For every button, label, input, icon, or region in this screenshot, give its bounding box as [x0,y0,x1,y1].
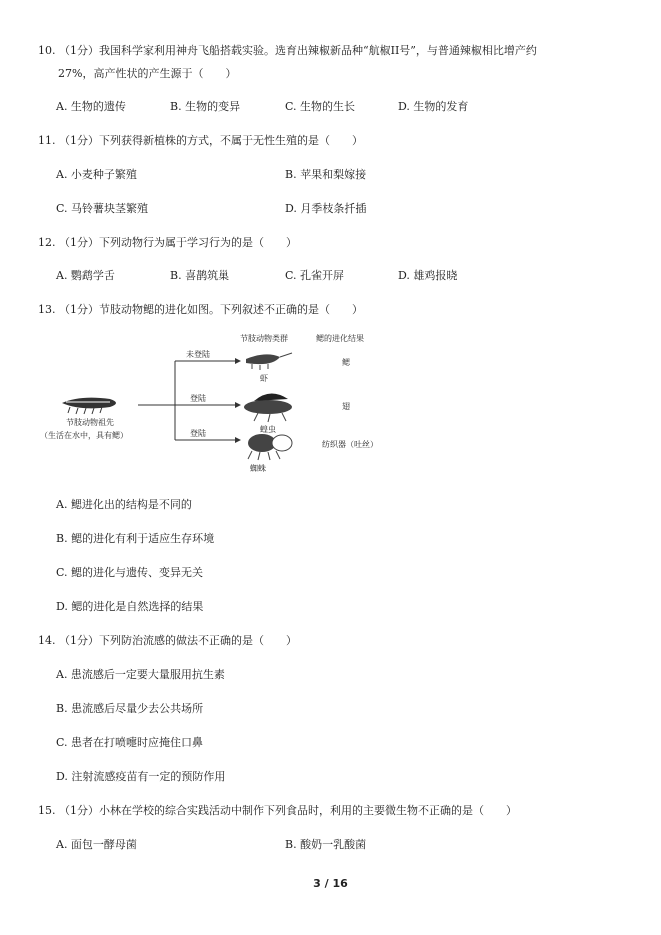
q15-option-b[interactable]: B. 酸奶一乳酸菌 [285,838,367,851]
q11-option-a[interactable]: A. 小麦种子繁殖 [56,168,137,181]
arthropod-gill-evolution-diagram [40,325,400,475]
q13-option-d[interactable]: D. 鳃的进化是自然选择的结果 [56,600,204,613]
ancestor-label: 节肢动物祖先 [66,418,114,427]
branch-3-path: 登陆 [190,429,206,438]
q14-option-b[interactable]: B. 患流感后尽量少去公共场所 [56,702,204,715]
q12-option-c[interactable]: C. 孔雀开屏 [285,269,345,282]
branch-2-path: 登陆 [190,394,206,403]
locust-icon [244,393,292,422]
q10-option-b[interactable]: B. 生物的变异 [170,100,241,113]
q13-stem: 13. （1分）节肢动物鳃的进化如图。下列叙述不正确的是（ ） [38,303,363,316]
branch-3-animal: 蜘蛛 [250,464,266,473]
diagram-header-groups: 节肢动物类群 [240,334,288,343]
q14-option-d[interactable]: D. 注射流感疫苗有一定的预防作用 [56,770,226,783]
q15-stem: 15. （1分）小林在学校的综合实践活动中制作下列食品时，利用的主要微生物不正确的是（ ） [38,804,517,817]
q14-option-c[interactable]: C. 患者在打喷嚏时应掩住口鼻 [56,736,204,749]
q13-option-a[interactable]: A. 鳃进化出的结构是不同的 [56,498,192,511]
q10-option-d[interactable]: D. 生物的发育 [398,100,469,113]
branch-1-result: 鳃 [342,358,350,367]
branch-1-animal: 虾 [260,374,268,383]
shrimp-icon [246,353,292,370]
q11-option-d[interactable]: D. 月季枝条扦插 [285,202,367,215]
q14-option-a[interactable]: A. 患流感后一定要大量服用抗生素 [56,668,225,681]
q12-option-b[interactable]: B. 喜鹊筑巢 [170,269,230,282]
q10-option-c[interactable]: C. 生物的生长 [285,100,356,113]
branch-2-result: 翅 [342,402,350,411]
q12-option-d[interactable]: D. 雄鸡报晓 [398,269,458,282]
ancestor-icon [62,398,116,414]
diagram-header-results: 鳃的进化结果 [316,334,364,343]
q10-option-a[interactable]: A. 生物的遗传 [56,100,126,113]
spider-icon [248,434,292,460]
q12-option-a[interactable]: A. 鹦鹉学舌 [56,269,115,282]
page-number: 3 / 16 [313,877,348,890]
q10-stem-line2: 27%，高产性状的产生源于（ ） [58,67,237,80]
q15-option-a[interactable]: A. 面包一酵母菌 [56,838,137,851]
branch-1-path: 未登陆 [186,350,210,359]
q12-stem: 12. （1分）下列动物行为属于学习行为的是（ ） [38,236,297,249]
branch-3-result: 纺织器（吐丝） [322,440,378,449]
q14-stem: 14. （1分）下列防治流感的做法不正确的是（ ） [38,634,297,647]
ancestor-note: （生活在水中，具有鳃） [40,431,128,440]
q11-option-b[interactable]: B. 苹果和梨嫁接 [285,168,367,181]
branch-2-animal: 蝗虫 [260,425,276,434]
q10-stem-line1: 10. （1分）我国科学家利用神舟飞船搭载实验。选育出辣椒新品种“航椒II号”，与普通辣椒相比增产约 [38,44,537,57]
q13-option-c[interactable]: C. 鳃的进化与遗传、变异无关 [56,566,204,579]
q13-option-b[interactable]: B. 鳃的进化有利于适应生存环境 [56,532,215,545]
q11-stem: 11. （1分）下列获得新植株的方式，不属于无性生殖的是（ ） [38,134,363,147]
q11-option-c[interactable]: C. 马铃薯块茎繁殖 [56,202,149,215]
